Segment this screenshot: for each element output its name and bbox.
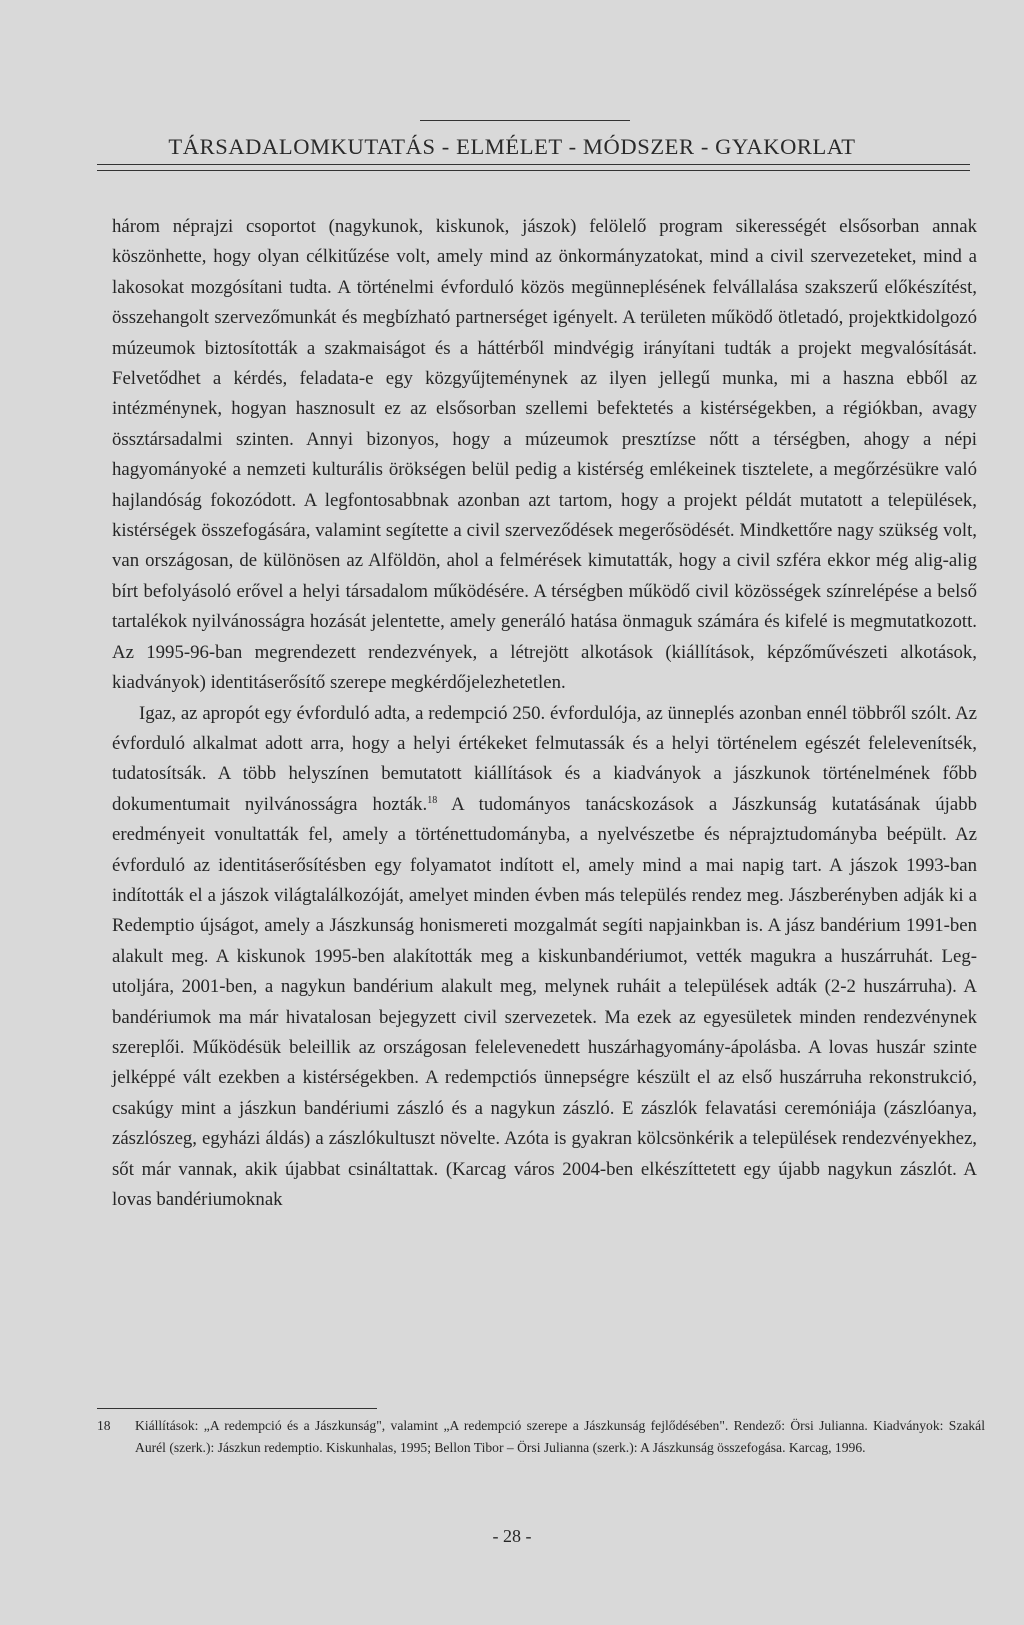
- paragraph-1: három néprajzi csoportot (nagykunok, kiskunok, jászok) felölelő program sikerességét elsősorban annak köszönhette, hogy olyan célkitűzése volt, amely mind az önkormányzatokat, mind a civil szervezeteket, mind a lakosokat mozgósítani tudta. A történelmi évforduló közös megünneplésének felvállalása szakszerű előkészítést, összehangolt szervezőmunkát és megbízható partnerséget igényelt. A területen működő ötletadó, projektkidolgozó múzeumok biztosították a szakmaiságot és a háttérből mindvégig irányítani tudták a projekt megvalósítását. Felvetődhet a kérdés, feladata-e egy közgyűjteménynek az ilyen jellegű munka, mi a haszna ebből az intézménynek, hogyan hasznosult ez az elsősorban szellemi befektetés a kistérségekben, a régiókban, avagy össztársadalmi szinten. Annyi bizonyos, hogy a múzeumok presztízse nőtt a térségben, ahogy a népi hagyományoké a nemzeti kulturális örökségen belül pedig a kistérség emlékeinek tisztelete, a megőrzésükre való hajlandóság fokozódott. A legfontosabbnak azonban azt tartom, hogy a projekt példát mutatott a települések, kistérségek összefogására, valamint segítette a civil szerveződések megerősödését. Mindkettőre nagy szükség volt, van országosan, de különösen az Alföldön, ahol a felmérések kimutatták, hogy a civil szféra ekkor még alig-alig bírt befolyásoló erővel a helyi társadalom működésére. A térségben működő civil közösségek színrelépése a belső tartalékok nyilvánosságra hozását jelentette, amely generáló hatása önmaguk számára és kifelé is megmutatkozott. Az 1995-96-ban megrendezett rendezvények, a létrejött alkotások (kiállítások, képzőművészeti alkotások, kiadványok) identitáserősítő szerepe megkérdőjelezhetetlen.: [112, 216, 977, 694]
- header-double-rule: [97, 164, 970, 171]
- running-header: TÁRSADALOMKUTATÁS - ELMÉLET - MÓDSZER - GYAKORLAT: [168, 134, 856, 159]
- footnote-text: Kiállítások: „A redempció és a Jászkunság", valamint „A redempció szerepe a Jászkunság fejlődésében". Rendező: Örsi Julianna. Kiadványok: Szakál Aurél (szerk.): Jászkun redemptio. Kiskunhalas, 1995; Bellon Tibor – Örsi Julianna (szerk.): A Jászkunság összefogása. Karcag, 1996.: [135, 1418, 985, 1455]
- paragraph-2: [112, 699, 977, 1216]
- footnote-reference: 18: [427, 794, 438, 806]
- body-text: [112, 212, 977, 1215]
- top-rule: [420, 120, 630, 121]
- footnote-rule: [97, 1408, 377, 1409]
- footnote-18: [97, 1415, 985, 1458]
- page-number: - 28 -: [492, 1526, 532, 1546]
- paragraph-2-text-after: A tudományos tanácskozások a Jászkunság kutatásának újabb eredményeit vonultatták fel, amely a történettudományba, a nyelvészetbe és néprajztudományba beépült. Az évforduló az identitáserősítésben egy folyamatot indított el, amely mind a mai napig tart. A jászok 1993-ban indították el a jászok világtalálkozóját, amelyet minden évben más település rendez meg. Jászberényben adják ki a Redemptio újságot, amely a Jászkunság honismereti mozgalmát segíti napjainkban is. A jász bandérium 1991-ben alakult meg. A kiskunok 1995-ben alakították meg a kiskunbandériumot, vették magukra a huszárruhát. Legutoljára, 2001-ben, a nagykun bandérium alakult meg, melynek ruháit a települések adták (2-2 huszárruha). A bandériumok ma már hivatalosan bejegyzett civil szervezetek. Ma ezek az egyesületek minden rendezvénynek szereplői. Működésük beleillik az országosan felelevenedett huszárhagyomány-ápolásba. A lovas huszár szinte jelképpé vált ezekben a kistérségekben. A redempctiós ünnepségre készült el az első huszárruha rekonstrukció, csakúgy mint a jászkun bandériumi zászló és a nagykun zászló. E zászlók felavatási ceremóniája (zászlóanya, zászlószeg, egyházi áldás) a zászlókultuszt növelte. Azóta is gyakran kölcsönkérik a települések rendezvényekhez, sőt már vannak, akik újabbat csináltattak. (Karcag város 2004-ben elkészíttetett egy újabb nagykun zászlót. A lovas bandériumoknak: [112, 793, 977, 1210]
- footnote-number: 18: [97, 1418, 111, 1433]
- paragraph-2-text-before: Igaz, az apropót egy évforduló adta, a redempció 250. évfordulója, az ünneplés azonban ennél többről szólt. Az évforduló alkalmat adott arra, hogy a helyi értékeket felmutassák és a helyi történelem egészét felelevenítsék, tudatosítsák. A több helyszínen bemutatott kiállítások és a kiadványok a jászkunok történelmének főbb dokumentumait nyilvánosságra hozták.: [112, 702, 977, 815]
